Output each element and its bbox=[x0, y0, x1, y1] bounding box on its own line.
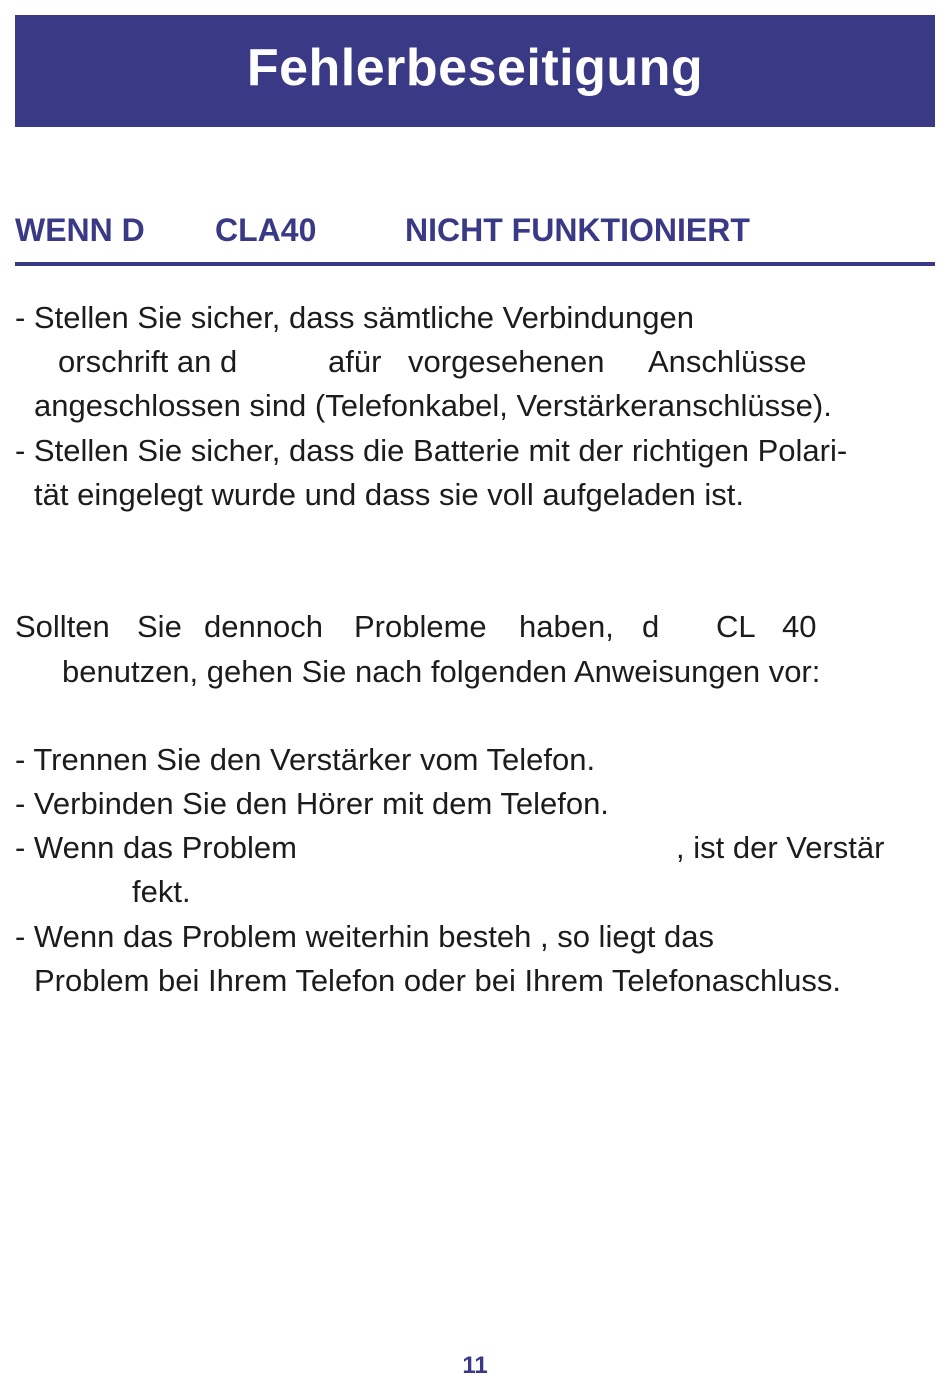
heading-part-model: CLA40 bbox=[215, 212, 317, 248]
intro-word-7: CL bbox=[716, 609, 756, 644]
header-banner bbox=[15, 15, 935, 127]
intro-word-4: Probleme bbox=[354, 609, 487, 644]
check-1-line-1: - Stellen Sie sicher, dass sämtliche Verbindungen bbox=[15, 300, 694, 335]
page-number: 11 bbox=[462, 1352, 488, 1379]
check-1-line-2d: Anschlüsse bbox=[648, 344, 807, 379]
step-3-line-2: fekt. bbox=[132, 874, 191, 909]
check-1-line-2b: afür bbox=[328, 344, 382, 379]
step-4-line-2: Problem bei Ihrem Telefon oder bei Ihrem Telefonaschluss. bbox=[34, 963, 842, 998]
check-1-line-2c: vorgesehenen bbox=[408, 344, 605, 379]
intro-word-3: dennoch bbox=[204, 609, 323, 644]
step-4-line-1: - Wenn das Problem weiterhin besteh , so liegt das bbox=[15, 919, 715, 954]
heading-divider bbox=[15, 262, 935, 266]
intro-word-8: 40 bbox=[782, 609, 817, 644]
heading-part-status: NICHT FUNKTIONIERT bbox=[405, 212, 750, 248]
step-2: - Verbinden Sie den Hörer mit dem Telefon. bbox=[15, 786, 609, 821]
intro-word-6: d bbox=[642, 609, 660, 644]
intro-word-2: Sie bbox=[137, 609, 182, 644]
check-2-line-1: - Stellen Sie sicher, dass die Batterie mit der richtigen Polari- bbox=[15, 433, 848, 468]
check-2-line-2: tät eingelegt wurde und dass sie voll aufgeladen ist. bbox=[34, 477, 745, 512]
section-heading bbox=[15, 210, 935, 250]
heading-part-wenn: WENN D bbox=[15, 212, 145, 248]
step-1: - Trennen Sie den Verstärker vom Telefon. bbox=[15, 742, 596, 777]
intro-word-1: Sollten bbox=[15, 609, 110, 644]
page-title: Fehlerbeseitigung bbox=[246, 39, 704, 97]
step-3-part-1: - Wenn das Problem bbox=[15, 830, 297, 865]
intro-line-2: benutzen, gehen Sie nach folgenden Anweisungen vor: bbox=[62, 654, 821, 689]
step-3-part-2: , ist der Verstär bbox=[676, 830, 885, 865]
intro-word-5: haben, bbox=[519, 609, 614, 644]
check-1-line-3: angeschlossen sind (Telefonkabel, Verstärkeranschlüsse). bbox=[34, 388, 832, 423]
check-1-line-2a: orschrift an d bbox=[58, 344, 238, 379]
